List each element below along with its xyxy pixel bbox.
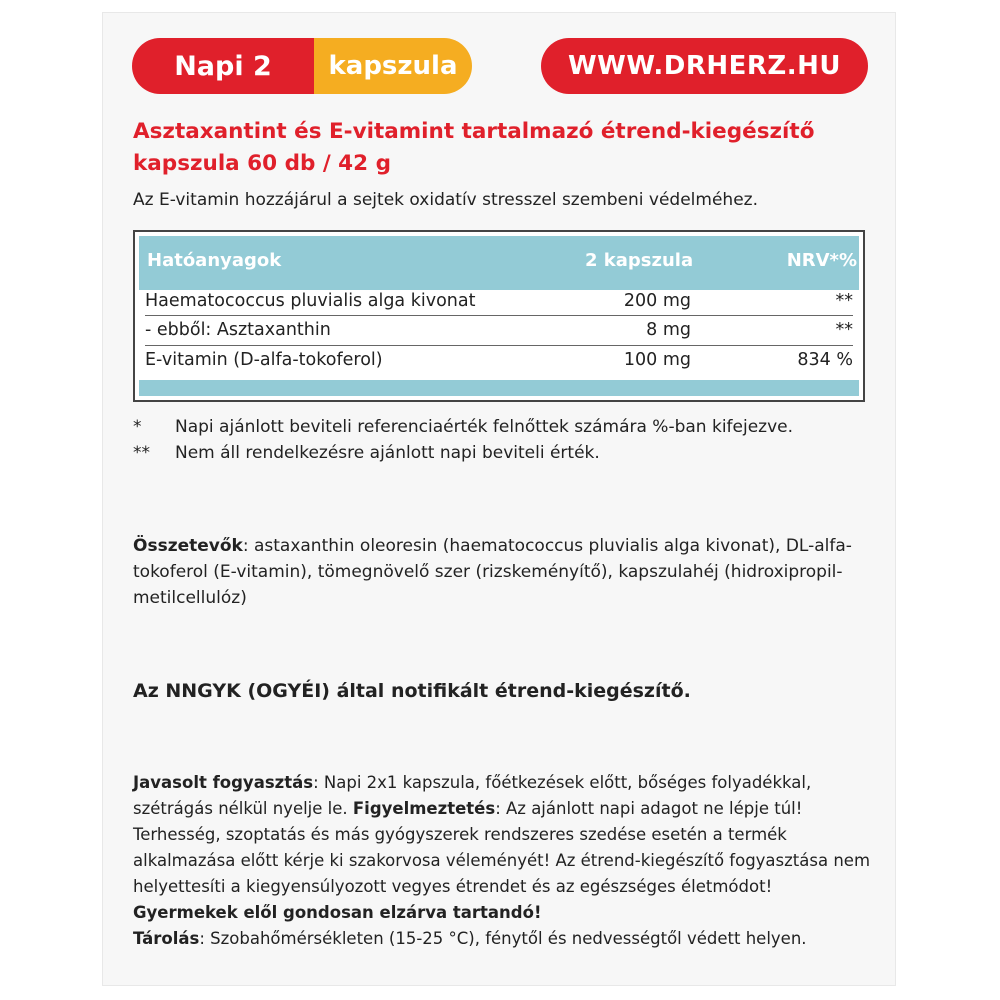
usage-text: : Napi 2x1 kapszula, főétkezések előtt, bőséges folyadékkal, szétrágás nélkül nyelje le.	[133, 773, 812, 818]
row-nrv: **	[835, 291, 853, 311]
dosage-badge-daily: Napi 2	[132, 38, 314, 94]
table-row	[145, 288, 853, 316]
warning-label: Figyelmeztetés	[352, 799, 496, 818]
row-name: - ebből: Asztaxanthin	[145, 320, 331, 340]
usage-label: Javasolt fogyasztás	[133, 773, 314, 792]
row-nrv: 834 %	[797, 350, 853, 370]
storage-label: Tárolás	[133, 929, 200, 948]
row-divider	[145, 315, 853, 316]
usage-instructions	[133, 770, 873, 952]
footnote	[133, 440, 793, 466]
row-amount: 100 mg	[623, 350, 691, 370]
header-dose: 2 kapszula	[585, 250, 694, 271]
nutrition-table	[133, 230, 865, 402]
product-title-line2: kapszula 60 db / 42 g	[133, 151, 391, 176]
website-badge: WWW.DRHERZ.HU	[541, 38, 868, 94]
storage-text: : Szobahőmérsékleten (15-25 °C), fénytől és nedvességtől védett helyen.	[199, 929, 807, 948]
row-name: Haematococcus pluvialis alga kivonat	[145, 291, 476, 311]
table-row	[145, 317, 853, 345]
dosage-badge	[132, 38, 472, 94]
product-title-line1: Asztaxantint és E-vitamint tartalmazó étrend-kiegészítő	[133, 119, 815, 144]
header-active-ingredients: Hatóanyagok	[147, 250, 282, 271]
ingredients-label: Összetevők	[133, 536, 243, 556]
table-footer	[139, 380, 859, 396]
row-divider	[145, 345, 853, 346]
footnote-text: Napi ajánlott beviteli referenciaérték felnőttek számára %-ban kifejezve.	[175, 417, 794, 437]
ingredients	[133, 533, 873, 611]
warning-text: : Az ajánlott napi adagot ne lépje túl! Terhesség, szoptatás és más gyógyszerek rendszeres szedése esetén a termék alkalmazása előtt kérje ki szakorvosa véleményét! Az étrend-kiegészítő fogyasztása nem helyettesíti a kiegyensúlyozott vegyes étrendet és az egészséges életmódot!	[133, 799, 871, 896]
header-nrv: NRV*%	[786, 250, 857, 271]
row-amount: 8 mg	[646, 320, 691, 340]
child-warning: Gyermekek elől gondosan elzárva tartandó!	[133, 903, 542, 922]
health-claim: Az E-vitamin hozzájárul a sejtek oxidatív stresszel szembeni védelméhez.	[133, 190, 758, 210]
product-title	[133, 116, 873, 180]
row-amount: 200 mg	[623, 291, 691, 311]
table-row	[145, 347, 853, 375]
row-nrv: **	[835, 320, 853, 340]
footnote	[133, 414, 793, 440]
table-header	[139, 236, 859, 290]
notification-statement: Az NNGYK (OGYÉI) által notifikált étrend-kiegészítő.	[133, 680, 691, 702]
footnotes	[133, 414, 793, 466]
footnote-text: Nem áll rendelkezésre ajánlott napi beviteli érték.	[175, 443, 600, 463]
footnote-mark: *	[133, 417, 142, 437]
dosage-badge-unit: kapszula	[314, 38, 472, 94]
row-name: E-vitamin (D-alfa-tokoferol)	[145, 350, 383, 370]
ingredients-text: : astaxanthin oleoresin (haematococcus pluvialis alga kivonat), DL-alfa-tokoferol (E-vitamin), tömegnövelő szer (rizskeményítő), kapszulahéj (hidroxipropil-metilcellulóz)	[133, 536, 852, 608]
footnote-mark: **	[133, 443, 150, 463]
